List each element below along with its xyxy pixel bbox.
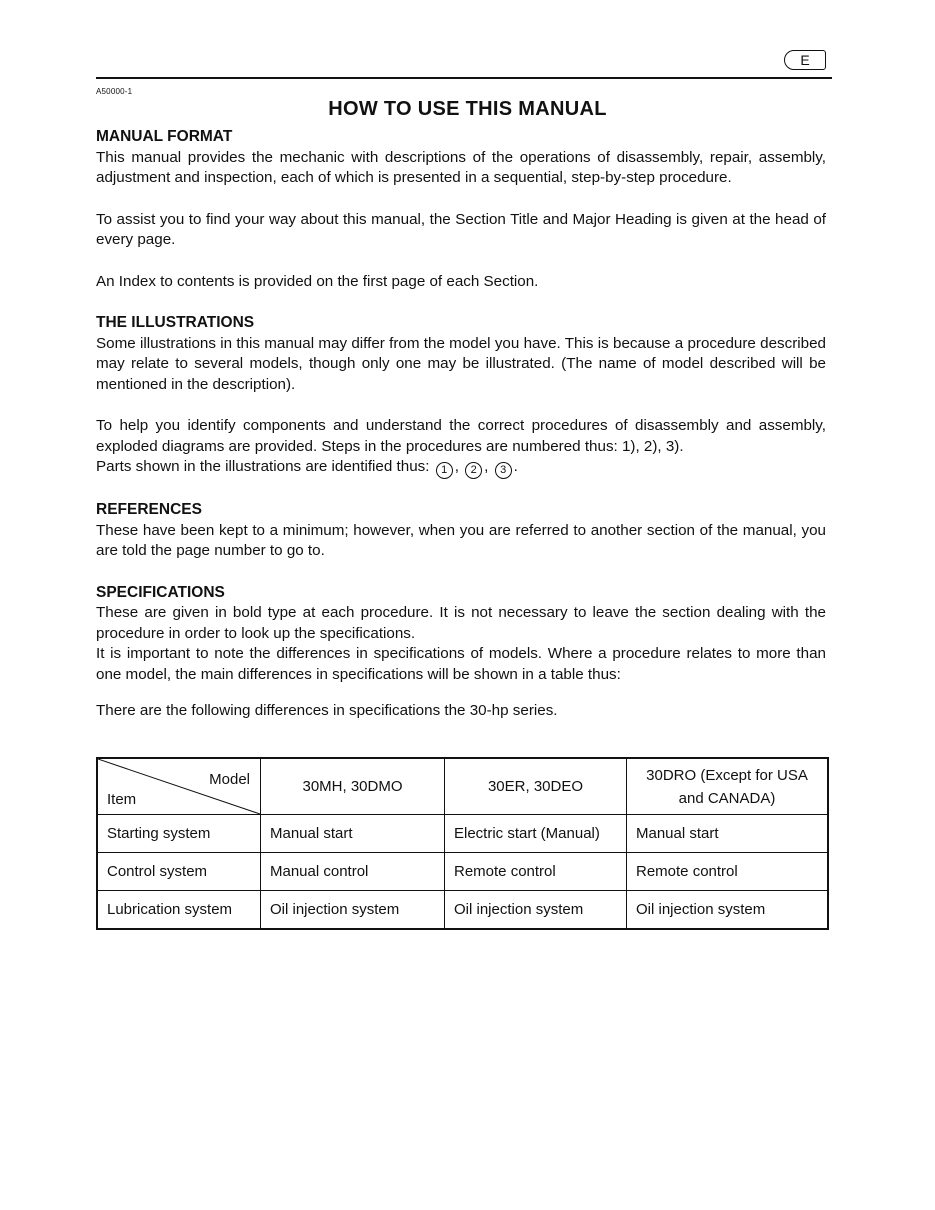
row-label: Starting system xyxy=(97,815,261,853)
paragraph: To help you identify components and understand the correct procedures of disassembly and assembly, exploded diagrams are provided. Steps in the procedures are numbered thus: 1), 2), 3). xyxy=(96,417,826,455)
table-cell: Manual control xyxy=(261,853,445,891)
paragraph-lead: Parts shown in the illustrations are identified thus: xyxy=(96,458,430,475)
end-punct: . xyxy=(513,458,518,475)
section-heading-illustrations: THE ILLUSTRATIONS xyxy=(96,314,255,331)
section-heading-references: REFERENCES xyxy=(96,501,202,518)
language-badge xyxy=(784,50,826,70)
table-cell: Remote control xyxy=(627,853,829,891)
corner-item-label: Item xyxy=(107,791,137,808)
table-row xyxy=(97,891,828,930)
specifications-table xyxy=(96,757,829,930)
header-rule xyxy=(96,77,832,79)
column-header: 30MH, 30DMO xyxy=(261,758,445,815)
table-cell: Oil injection system xyxy=(445,891,627,930)
table-header-row xyxy=(97,758,828,815)
table-row xyxy=(97,853,828,891)
column-header: 30DRO (Except for USA and CANADA) xyxy=(627,758,829,815)
paragraph: There are the following differences in specifications the 30-hp series. xyxy=(96,702,558,719)
table-cell: Manual start xyxy=(627,815,829,853)
column-header: 30ER, 30DEO xyxy=(445,758,627,815)
table-cell: Manual start xyxy=(261,815,445,853)
table-row xyxy=(97,815,828,853)
paragraph: These have been kept to a minimum; however, when you are referred to another section of the manual, you are told the page number to go to. xyxy=(96,521,826,559)
paragraph: To assist you to find your way about this manual, the Section Title and Major Heading is given at the head of every page. xyxy=(96,210,826,248)
paragraph: An Index to contents is provided on the first page of each Section. xyxy=(96,272,539,290)
row-label: Lubrication system xyxy=(97,891,261,930)
table-corner-cell xyxy=(97,758,261,815)
separator: , xyxy=(484,458,489,475)
paragraph: This manual provides the mechanic with descriptions of the operations of disassembly, repair, assembly, adjustment and inspection, each of which is presented in a sequential, step-by-step procedure. xyxy=(96,148,826,186)
separator: , xyxy=(454,458,459,475)
paragraph: It is important to note the differences in specifications of models. Where a procedure relates to more than one model, the main differences in specifications will be shown in a table thus: xyxy=(96,645,826,683)
section-heading-specifications: SPECIFICATIONS xyxy=(96,583,225,601)
table-cell: Electric start (Manual) xyxy=(445,815,627,853)
circled-number-2: 2 xyxy=(465,462,482,479)
table-cell: Oil injection system xyxy=(261,891,445,930)
language-badge-label: E xyxy=(800,52,810,68)
table-cell: Oil injection system xyxy=(627,891,829,930)
page-title: HOW TO USE THIS MANUAL xyxy=(328,98,607,120)
paragraph: These are given in bold type at each procedure. It is not necessary to leave the section dealing with the procedure in order to look up the specifications. xyxy=(96,604,826,642)
row-label: Control system xyxy=(97,853,261,891)
section-heading-manual-format: MANUAL FORMAT xyxy=(96,128,233,145)
corner-model-label: Model xyxy=(209,771,250,788)
circled-number-1: 1 xyxy=(436,462,453,479)
circled-number-3: 3 xyxy=(495,462,512,479)
manual-body xyxy=(96,127,826,722)
document-code: A50000-1 xyxy=(96,87,133,96)
table-cell: Remote control xyxy=(445,853,627,891)
paragraph: Some illustrations in this manual may differ from the model you have. This is because a procedure described may relate to several models, though only one may be illustrated. (The name of model described will be mentioned in the description). xyxy=(96,334,826,393)
paragraph-part-markers xyxy=(96,457,826,479)
